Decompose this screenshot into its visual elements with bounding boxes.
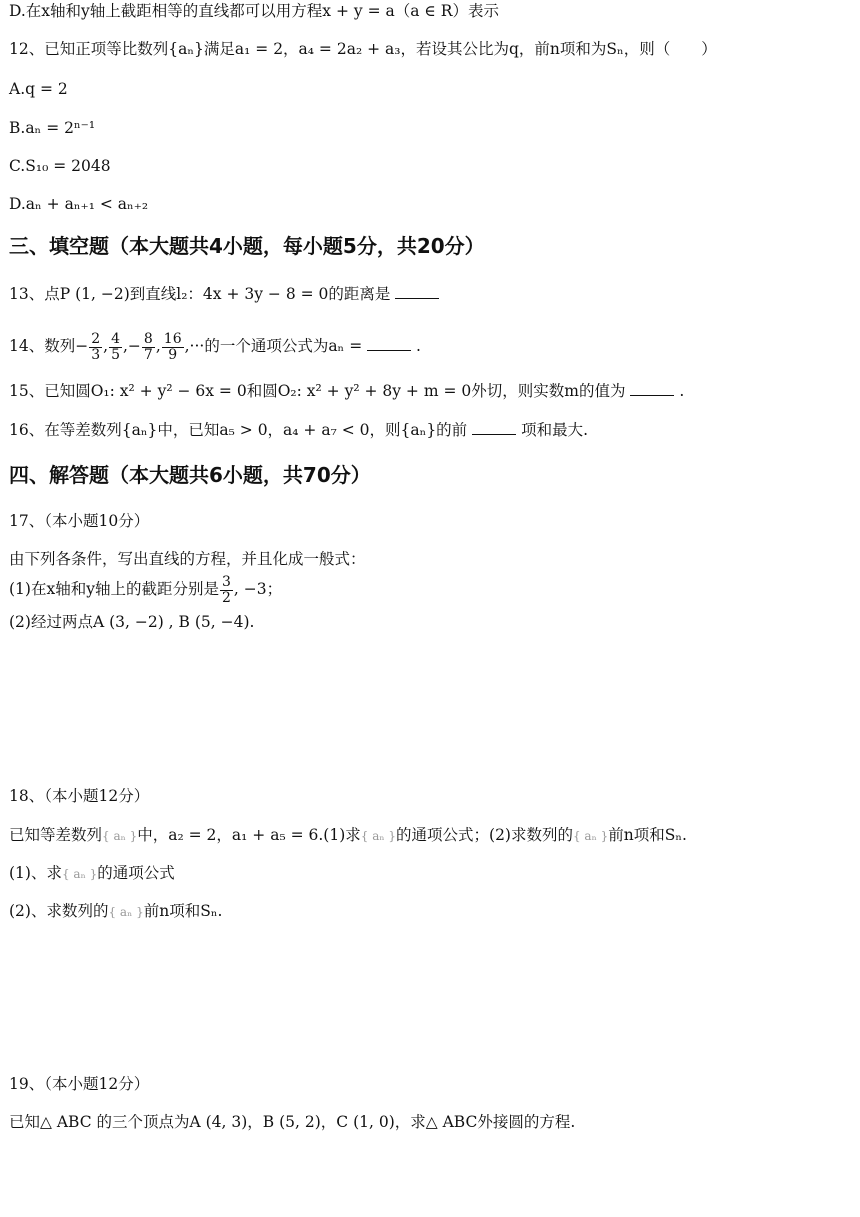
answer-blank [630, 381, 674, 396]
answer-blank [472, 420, 516, 435]
sequence-symbol: { aₙ } [360, 829, 397, 843]
sequence-symbol: { aₙ } [61, 867, 98, 881]
q18-text: (2)、求数列的 [9, 902, 109, 920]
question-17-title: 17、（本小题10分） [9, 512, 150, 530]
question-18-line-2 [9, 862, 175, 885]
section-heading-fill-in: 三、填空题（本大题共4小题，每小题5分，共20分） [9, 234, 485, 258]
fraction: $\frac{3}{2}$ [221, 573, 231, 606]
sequence-symbol: { aₙ } [572, 829, 609, 843]
question-18-line-1 [9, 824, 687, 847]
q18-text: 前n项和Sₙ. [608, 826, 687, 844]
question-16 [9, 419, 588, 441]
question-15-text: 15、已知圆O₁: x² + y² − 6x = 0和圆O₂: x² + y² + 8y + m = 0外切，则实数m的值为 [9, 382, 626, 400]
question-13 [9, 283, 439, 305]
q18-text: 中，a₂ = 2，a₁ + a₅ = 6.(1)求 [137, 826, 361, 844]
option-c: C.S₁₀ = 2048 [9, 157, 111, 175]
option-a: A.q = 2 [9, 80, 68, 98]
q18-text: 的通项公式；(2)求数列的 [396, 826, 573, 844]
q18-text: (1)、求 [9, 864, 62, 882]
fraction: $\frac{8}{7}$ [143, 330, 153, 363]
question-17-line-3: (2)经过两点A (3, −2) , B (5, −4). [9, 613, 255, 631]
question-18-line-3 [9, 900, 222, 923]
fraction: $\frac{16}{9}$ [163, 330, 182, 363]
option-d: D.aₙ + aₙ₊₁ < aₙ₊₂ [9, 195, 149, 213]
question-12: 12、已知正项等比数列{aₙ}满足a₁ = 2，a₄ = 2a₂ + a₃，若设其公比为q，前n项和为Sₙ，则（ ） [9, 40, 717, 58]
sequence-symbol: { aₙ } [108, 905, 144, 919]
q14-prefix: 14、数列− [9, 337, 89, 355]
question-15: 15、已知圆O₁: x² + y² − 6x = 0和圆O₂: x² + y² + 8y + m = 0外切，则实数m的值为 . [9, 382, 685, 400]
sequence-symbol: { aₙ } [102, 829, 138, 843]
q18-text: 的通项公式 [97, 864, 175, 882]
question-13-text: 13、点P (1, −2)到直线l₂：4x + 3y − 8 = 0的距离是 [9, 285, 391, 303]
section-heading-solve: 四、解答题（本大题共6小题，共70分） [9, 463, 371, 487]
question-19-line-1: 已知△ ABC 的三个顶点为A (4, 3)，B (5, 2)，C (1, 0)，求△ ABC外接圆的方程. [9, 1113, 576, 1131]
fraction: $\frac{4}{5}$ [111, 330, 120, 363]
q18-text: 前n项和Sₙ. [143, 902, 223, 920]
q17-text-tail: , −3； [233, 580, 283, 598]
q16-prefix: 16、在等差数列{aₙ}中，已知a₅ > 0，a₄ + a₇ < 0，则{aₙ}的前 [9, 421, 468, 439]
q14-suffix: ,···的一个通项公式为aₙ = [184, 337, 363, 355]
question-19-title: 19、（本小题12分） [9, 1075, 150, 1093]
question-14: 14、数列− $\frac{2}{3}$ , $\frac{4}{5}$ ,− $\frac{8}{7}$ , $\frac{16}{9}$ ,···的一个通项公式为aₙ = . [9, 330, 421, 363]
q16-suffix: 项和最大. [521, 421, 588, 439]
question-17-line-2 [9, 569, 282, 609]
question-17-line-1: 由下列各条件，写出直线的方程，并且化成一般式： [9, 550, 366, 568]
fraction: $\frac{2}{3}$ [91, 330, 101, 363]
answer-blank [395, 284, 439, 299]
answer-blank [367, 336, 411, 351]
option-b: B.aₙ = 2ⁿ⁻¹ [9, 119, 96, 137]
option-d-q11: D.在x轴和y轴上截距相等的直线都可以用方程x + y = a（a ∈ R）表示 [9, 2, 499, 20]
q18-text: 已知等差数列 [9, 826, 103, 844]
q17-text: (1)在x轴和y轴上的截距分别是 [9, 580, 219, 598]
question-18-title: 18、（本小题12分） [9, 787, 150, 805]
